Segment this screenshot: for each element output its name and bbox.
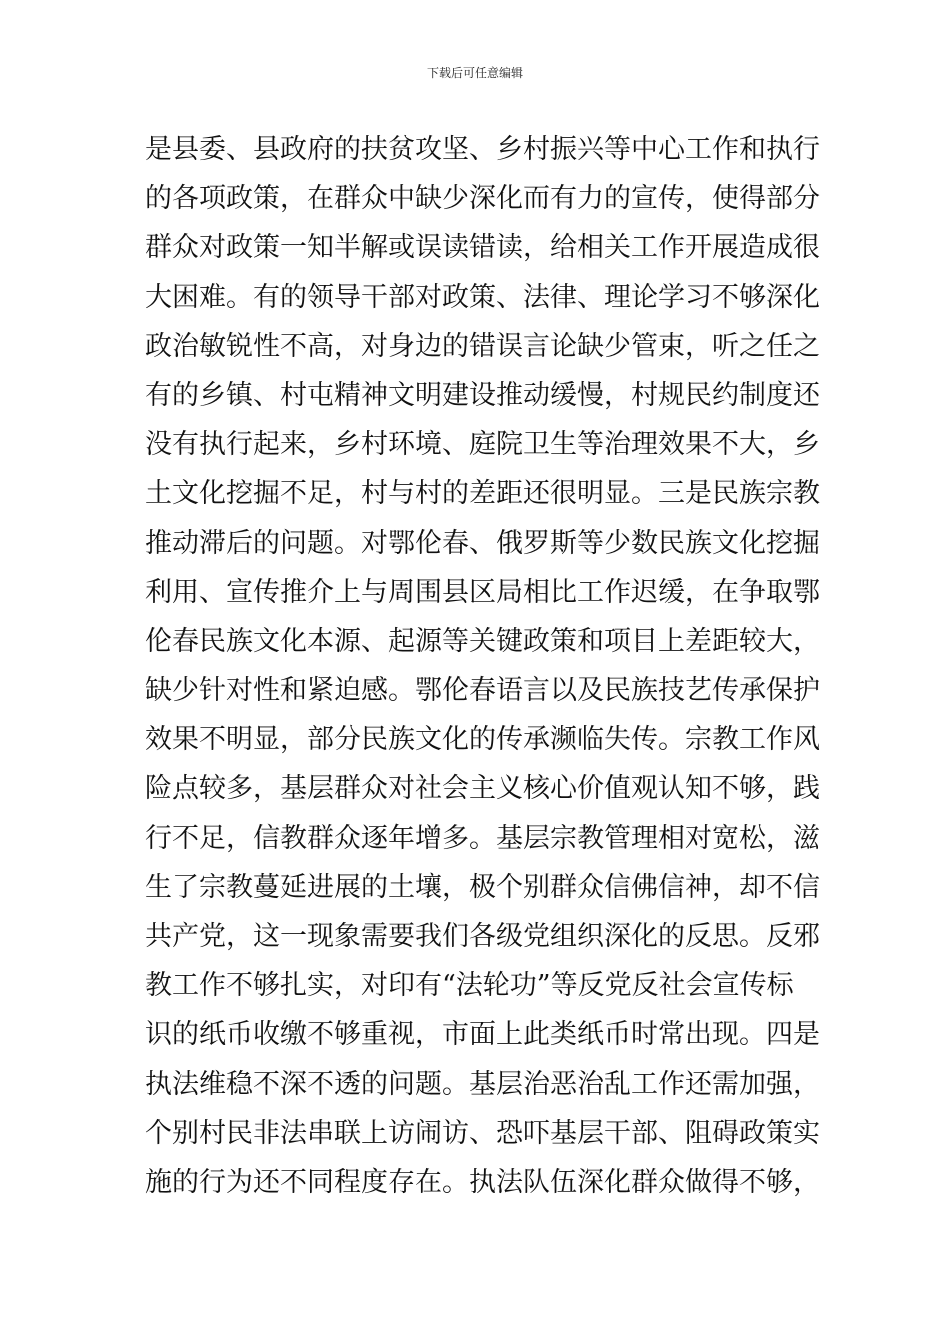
text-line: 识的纸币收缴不够重视，市面上此类纸币时常出现。四是: [145, 1019, 820, 1051]
body-text: [145, 125, 820, 1207]
text-line: 是县委、县政府的扶贫攻坚、乡村振兴等中心工作和执行: [145, 134, 820, 165]
text-line: 有的乡镇、村屯精神文明建设推动缓慢，村规民约制度还: [145, 379, 820, 411]
text-line: 土文化挖掘不足，村与村的差距还很明显。三是民族宗教: [145, 478, 820, 510]
text-line: 伦春民族文化本源、起源等关键政策和项目上差距较大，: [145, 625, 820, 657]
text-line: 险点较多，基层群众对社会主义核心价值观认知不够，践: [145, 773, 820, 805]
text-line: 执法维稳不深不透的问题。基层治恶治乱工作还需加强，: [145, 1068, 820, 1100]
text-line: 缺少针对性和紧迫感。鄂伦春语言以及民族技艺传承保护: [145, 675, 820, 707]
text-line: 生了宗教蔓延进展的土壤，极个别群众信佛信神，却不信: [145, 871, 820, 903]
text-line: 教工作不够扎实，对印有“法轮功”等反党反社会宣传标: [145, 970, 794, 1002]
page-header: 下载后可任意编辑: [426, 66, 523, 80]
text-line: 的各项政策，在群众中缺少深化而有力的宣传，使得部分: [145, 183, 820, 215]
text-line: 没有执行起来，乡村环境、庭院卫生等治理效果不大，乡: [145, 429, 820, 461]
text-line: 群众对政策一知半解或误读错读，给相关工作开展造成很: [145, 232, 820, 264]
text-line: 推动滞后的问题。对鄂伦春、俄罗斯等少数民族文化挖掘: [145, 527, 820, 559]
text-line: 利用、宣传推介上与周围县区局相比工作迟缓，在争取鄂: [145, 576, 820, 608]
text-line: 施的行为还不同程度存在。执法队伍深化群众做得不够，: [145, 1166, 820, 1198]
text-line: 行不足，信教群众逐年增多。基层宗教管理相对宽松，滋: [145, 822, 820, 854]
text-line: 效果不明显，部分民族文化的传承濒临失传。宗教工作风: [145, 724, 820, 756]
text-line: 政治敏锐性不高，对身边的错误言论缺少管束，听之任之: [145, 330, 820, 362]
text-line: 大困难。有的领导干部对政策、法律、理论学习不够深化: [145, 281, 820, 313]
text-line: 共产党，这一现象需要我们各级党组织深化的反思。反邪: [145, 921, 820, 952]
text-line: 个别村民非法串联上访闹访、恐吓基层干部、阻碍政策实: [145, 1117, 820, 1149]
